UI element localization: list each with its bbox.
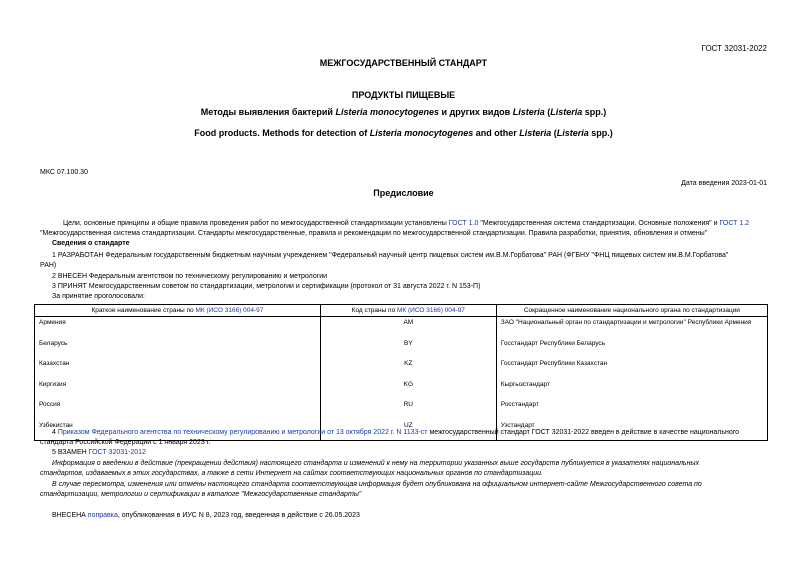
- title-russian: Методы выявления бактерий Listeria monocytogenes и других видов Listeria (Listeria spp.): [200, 107, 607, 117]
- code-cell: BY: [320, 338, 496, 359]
- title-english: Food products. Methods for detection of Listeria monocytogenes and other Listeria (Listeria spp.): [194, 128, 613, 138]
- code-cell: KG: [320, 379, 496, 400]
- table-row: [35, 358, 768, 379]
- mk-iso-link[interactable]: МК (ИСО 3166) 004-97: [397, 307, 465, 314]
- column-header-code: Код страны по МК (ИСО 3166) 004-97: [320, 305, 496, 317]
- body-cell: Госстандарт Республики Казахстан: [496, 358, 767, 379]
- table-row: [35, 399, 768, 420]
- code-cell: RU: [320, 399, 496, 420]
- info-1-line-2: стандартов, издаваемых в этих государствах, а также в сети Интернет на сайтах соответствующих национальных органов по стандартизации.: [40, 470, 543, 477]
- country-cell: Узбекистан: [35, 420, 321, 441]
- states-table: [34, 304, 768, 441]
- order-link[interactable]: Приказом Федерального агентства по техническому регулированию и метрологии от 13 октября 2022 г. N 1133-ст: [57, 429, 428, 436]
- column-header-body: Сокращенное наименование национального органа по стандартизации: [496, 305, 767, 317]
- country-cell: Армения: [35, 317, 321, 338]
- code-cell: KZ: [320, 358, 496, 379]
- gost-1-0-link[interactable]: ГОСТ 1.0: [448, 220, 479, 227]
- code-cell: UZ: [320, 420, 496, 441]
- item-5: 5 ВЗАМЕН ГОСТ 32031-2012: [52, 449, 146, 456]
- country-cell: Киргизия: [35, 379, 321, 400]
- body-cell: Кыргызстандарт: [496, 379, 767, 400]
- voted-label: За принятие проголосовали:: [52, 293, 145, 300]
- product-title: ПРОДУКТЫ ПИЩЕВЫЕ: [351, 90, 456, 100]
- about-standard-heading: Сведения о стандарте: [52, 240, 130, 247]
- gost-1-2-link[interactable]: ГОСТ 1.2: [719, 220, 750, 227]
- table-header-row: [35, 305, 768, 317]
- amendment-note: ВНЕСЕНА поправка, опубликованная в ИУС N 8, 2023 год, введенная в действие с 26.05.2023: [52, 512, 360, 519]
- standard-type-heading: МЕЖГОСУДАРСТВЕННЫЙ СТАНДАРТ: [319, 58, 488, 68]
- code-cell: AM: [320, 317, 496, 338]
- info-1-line-1: Информация о введении в действие (прекращении действия) настоящего стандарта и изменений к нему на территории указанных выше государств публикуется в указателях национальных: [52, 460, 700, 467]
- item-2: 2 ВНЕСЕН Федеральным агентством по техническому регулированию и метрологии: [52, 273, 328, 280]
- table-row: [35, 379, 768, 400]
- item-4-line-1: 4 Приказом Федерального агентства по техническому регулированию и метрологии от 13 октября 2022 г. N 1133-ст межгосударственный стандарт ГОСТ 32031-2022 введен в действие в качестве национального: [52, 429, 740, 436]
- intro-line-2: "Межгосударственная система стандартизации. Стандарты межгосударственные, правила и рекомендации по межгосударственной стандартизации. Правила разработки, принятия, обновления и отмены": [40, 230, 708, 237]
- amendment-link[interactable]: поправка: [87, 512, 118, 519]
- mks-code: МКС 07.100.30: [40, 169, 88, 176]
- table-row: [35, 317, 768, 338]
- table-row: [35, 338, 768, 359]
- body-cell: Узстандарт: [496, 420, 767, 441]
- body-cell: ЗАО "Национальный орган по стандартизации и метрологии" Республики Армения: [496, 317, 767, 338]
- item-3: 3 ПРИНЯТ Межгосударственным советом по стандартизации, метрологии и сертификации (протокол от 31 августа 2022 г. N 153-П): [52, 283, 481, 290]
- body-cell: Госстандарт Республики Беларусь: [496, 338, 767, 359]
- country-cell: Россия: [35, 399, 321, 420]
- item-1-line-2: РАН): [40, 262, 57, 269]
- country-cell: Казахстан: [35, 358, 321, 379]
- intro-line-1: Цели, основные принципы и общие правила проведения работ по межгосударственной стандартизации установлены ГОСТ 1.0 "Межгосударственная система стандартизации. Основные положения" и ГОСТ 1.2: [63, 220, 750, 227]
- info-2-line-2: стандартизации, метрологии и сертификации в каталоге "Межгосударственные стандарты": [40, 491, 362, 498]
- column-header-country: Краткое наименование страны по МК (ИСО 3166) 004-97: [35, 305, 321, 317]
- document-id: ГОСТ 32031-2022: [701, 44, 767, 53]
- mk-iso-link[interactable]: МК (ИСО 3166) 004-97: [195, 307, 264, 314]
- body-cell: Росстандарт: [496, 399, 767, 420]
- effective-date: Дата введения 2023-01-01: [681, 180, 767, 187]
- gost-32031-2012-link[interactable]: ГОСТ 32031-2012: [88, 449, 146, 456]
- info-2-line-1: В случае пересмотра, изменения или отмены настоящего стандарта соответствующая информация будет опубликована на официальном интернет-сайте Межгосударственного совета по: [52, 481, 702, 488]
- item-4-line-2: стандарта Российской Федерации с 1 января 2023 г.: [40, 439, 211, 446]
- item-1-line-1: 1 РАЗРАБОТАН Федеральным государственным бюджетным научным учреждением "Федеральный научный центр пищевых систем им.В.М.Горбатова" РАН (ФГБНУ "ФНЦ пищевых систем им.В.М.Горбатова": [52, 252, 729, 259]
- preface-title: Предисловие: [373, 188, 434, 198]
- country-cell: Беларусь: [35, 338, 321, 359]
